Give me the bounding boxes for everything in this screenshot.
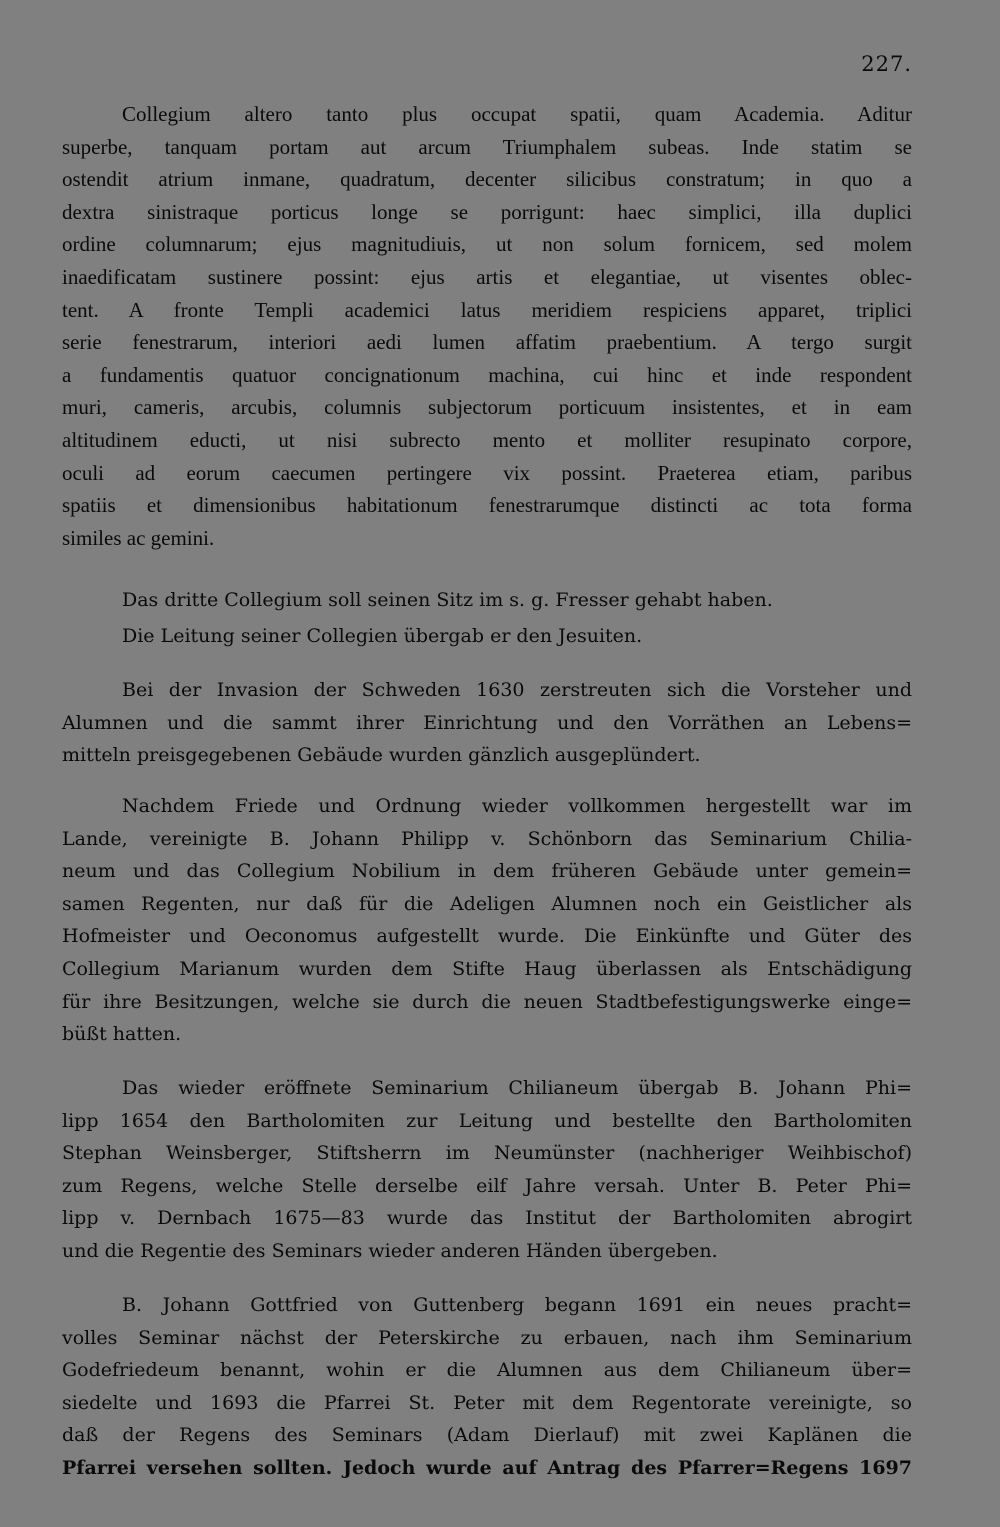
text-line: oculi ad eorum caecumen pertingere vix possint. Praeterea etiam, paribus [62,460,912,485]
text-line: muri, cameris, arcubis, columnis subjectorum porticuum insistentes, et in eam [62,395,912,420]
text-line: zum Regens, welche Stelle derselbe eilf Jahre versah. Unter B. Peter Phi= [62,1174,912,1197]
text-line: ostendit atrium inmane, quadratum, decenter silicibus constratum; in quo a [62,167,912,192]
text-line: Das dritte Collegium soll seinen Sitz im s. g. Fresser gehabt haben. [122,589,773,611]
text-line: Die Leitung seiner Collegien übergab er den Jesuiten. [122,625,643,647]
text-line: a fundamentis quatuor concignationum machina, cui hinc et inde respondent [62,362,912,387]
paragraph-bartholomites [62,1072,912,1268]
text-line: lipp v. Dernbach 1675—83 wurde das Institut der Bartholomiten abrogirt [62,1207,912,1230]
text-line: Godefriedeum benannt, wohin er die Alumnen aus dem Chilianeum über= [62,1359,912,1382]
text-line: serie fenestrarum, interiori aedi lumen affatim praebentium. A tergo surgit [62,330,912,355]
text-line: Stephan Weinsberger, Stiftsherrn im Neumünster (nachheriger Weihbischof) [62,1142,912,1165]
text-line: lipp 1654 den Bartholomiten zur Leitung und bestellte den Bartholomiten [62,1109,912,1132]
text-line: samen Regenten, nur daß für die Adeligen Alumnen noch ein Geistlicher als [62,892,912,915]
text-line: siedelte und 1693 die Pfarrei St. Peter mit dem Regentorate vereinigte, so [62,1391,912,1414]
text-line: daß der Regens des Seminars (Adam Dierlauf) mit zwei Kaplänen die [62,1424,912,1447]
text-line: Das wieder eröffnete Seminarium Chilianeum übergab B. Johann Phi= [122,1077,912,1099]
text-line: für ihre Besitzungen, welche sie durch die neuen Stadtbefestigungswerke einge= [62,990,912,1013]
text-line: Hofmeister und Oeconomus aufgestellt wurde. Die Einkünfte und Güter des [62,925,912,948]
text-line: B. Johann Gottfried von Guttenberg begann 1691 ein neues pracht= [122,1294,912,1316]
paragraph-guttenberg [62,1289,912,1485]
text-line: Collegium Marianum wurden dem Stifte Haug überlassen als Entschädigung [62,957,912,980]
text-line: Nachdem Friede und Ordnung wieder vollkommen hergestellt war im [122,795,912,817]
paragraph-schoenborn [62,790,912,1051]
text-line: Alumnen und die sammt ihrer Einrichtung und den Vorräthen an Lebens= [62,711,912,734]
text-line: spatiis et dimensionibus habitationum fenestrarumque distincti ac tota forma [62,493,912,518]
paragraph-jesuits [62,620,912,653]
text-line: inaedificatam sustinere possint: ejus artis et elegantiae, ut visentes oblec- [62,264,912,289]
text-line: mitteln preisgegebenen Gebäude wurden gänzlich ausgeplündert. [62,744,701,767]
text-line: volles Seminar nächst der Peterskirche zu erbauen, nach ihm Seminarium [62,1326,912,1349]
paragraph-third-collegium [62,584,912,617]
paragraph-swedish-invasion [62,674,912,772]
text-line: similes ac gemini. [62,525,215,550]
text-line: altitudinem educti, ut nisi subrecto mento et molliter resupinato corpore, [62,427,912,452]
text-line: und die Regentie des Seminars wieder anderen Händen übergeben. [62,1239,718,1262]
text-line: tent. A fronte Templi academici latus meridiem respiciens apparet, triplici [62,297,912,322]
page-number: 227. [861,52,912,76]
text-line: Collegium altero tanto plus occupat spatii, quam Academia. Aditur [122,102,912,126]
text-line: Bei der Invasion der Schweden 1630 zerstreuten sich die Vorsteher und [122,679,912,701]
text-line: büßt hatten. [62,1023,182,1046]
text-line: neum und das Collegium Nobilium in dem früheren Gebäude unter gemein= [62,860,912,883]
text-line: dextra sinistraque porticus longe se porrigunt: haec simplici, illa duplici [62,199,912,224]
text-line: Pfarrei versehen sollten. Jedoch wurde auf Antrag des Pfarrer=Regens 1697 [62,1456,912,1479]
paragraph-latin-quote [62,98,912,554]
text-line: ordine columnarum; ejus magnitudiuis, ut non solum fornicem, sed molem [62,232,912,257]
text-line: Lande, vereinigte B. Johann Philipp v. Schönborn das Seminarium Chilia- [62,827,912,850]
text-line: superbe, tanquam portam aut arcum Triumphalem subeas. Inde statim se [62,134,912,159]
